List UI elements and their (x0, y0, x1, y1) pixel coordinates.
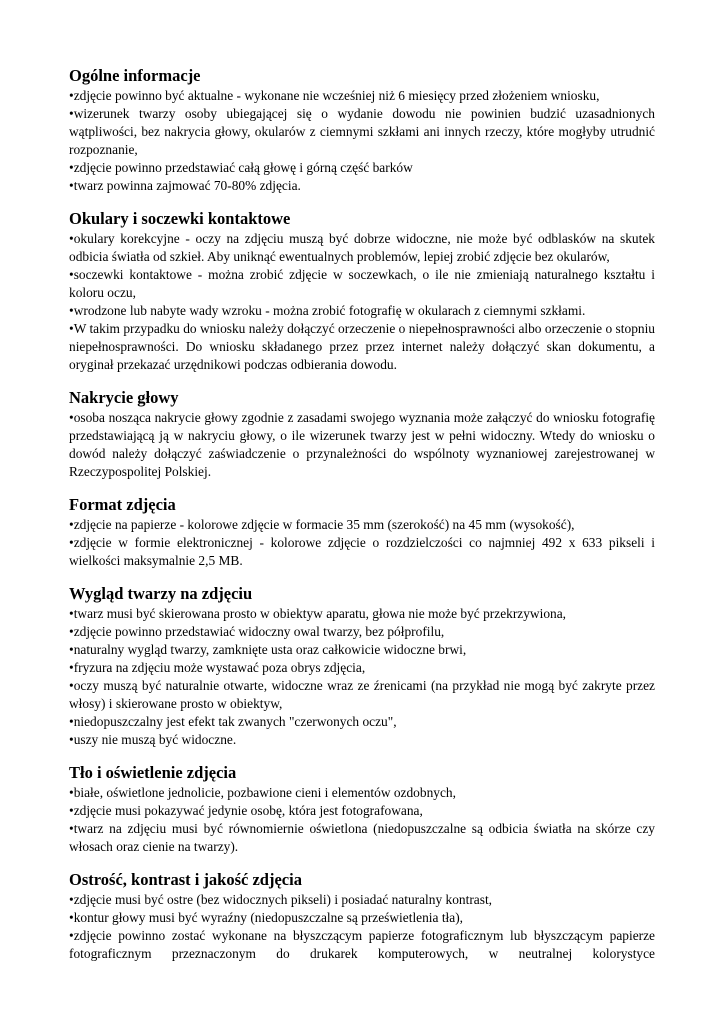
paragraph: •oczy muszą być naturalnie otwarte, widoczne wraz ze źrenicami (na przykład nie mogą być zakryte przez włosy) i skierowane prosto w obiektyw, (69, 678, 655, 711)
paragraph: •okulary korekcyjne - oczy na zdjęciu muszą być dobrze widoczne, nie może być odblasków na skutek odbicia światła od szkieł. Aby uniknąć ewentualnych problemów, lepiej zrobić zdjęcie bez okularów, (69, 231, 655, 264)
paragraph: •kontur głowy musi być wyraźny (niedopuszczalne są prześwietlenia tła), (69, 910, 464, 925)
section-general-info (69, 66, 655, 195)
paragraph: •zdjęcie musi pokazywać jedynie osobę, która jest fotografowana, (69, 803, 423, 818)
paragraph: •zdjęcie na papierze - kolorowe zdjęcie w formacie 35 mm (szerokość) na 45 mm (wysokość), (69, 517, 575, 532)
paragraph: •zdjęcie powinno przedstawiać całą głowę i górną część barków (69, 160, 413, 175)
section-sharpness-quality (69, 870, 655, 963)
section-face-appearance (69, 584, 655, 749)
paragraph: •fryzura na zdjęciu może wystawać poza obrys zdjęcia, (69, 660, 366, 675)
paragraph: •twarz musi być skierowana prosto w obiektyw aparatu, głowa nie może być przekrzywiona, (69, 606, 567, 621)
paragraph: •osoba nosząca nakrycie głowy zgodnie z zasadami swojego wyznania może załączyć do wniosku fotografię przedstawiającą ją w nakryciu głowy, o ile wizerunek twarzy jest w pełni widoczny. Wtedy do wniosku o dowód należy dołączyć zaświadczenie o przynależności do wspólnoty wyznaniowej zarejestrowanej w Rzeczypospolitej Polskiej. (69, 410, 655, 479)
paragraph: •twarz powinna zajmować 70-80% zdjęcia. (69, 178, 301, 193)
paragraph: •zdjęcie musi być ostre (bez widocznych pikseli) i posiadać naturalny kontrast, (69, 892, 493, 907)
section-head-covering (69, 388, 655, 481)
paragraph: •wizerunek twarzy osoby ubiegającej się o wydanie dowodu nie powinien budzić uzasadnionych wątpliwości, bez nakrycia głowy, okularów z ciemnymi szkłami ani innych rzeczy, które mogłyby utrudnić rozpoznanie, (69, 106, 655, 157)
paragraph: •zdjęcie powinno być aktualne - wykonane nie wcześniej niż 6 miesięcy przed złożeniem wniosku, (69, 88, 600, 103)
paragraph: •uszy nie muszą być widoczne. (69, 732, 237, 747)
paragraph: •białe, oświetlone jednolicie, pozbawione cieni i elementów ozdobnych, (69, 785, 456, 800)
paragraph: •twarz na zdjęciu musi być równomiernie oświetlona (niedopuszczalne są odbicia światła na skórze czy włosach oraz cienie na twarzy). (69, 821, 655, 854)
section-heading: Ogólne informacje (69, 66, 201, 85)
section-heading: Tło i oświetlenie zdjęcia (69, 763, 237, 782)
section-background-lighting (69, 763, 655, 856)
paragraph: •zdjęcie w formie elektronicznej - kolorowe zdjęcie o rozdzielczości co najmniej 492 x 633 pikseli i wielkości maksymalnie 2,5 MB. (69, 535, 655, 568)
section-heading: Nakrycie głowy (69, 388, 179, 407)
document-page (69, 66, 655, 977)
section-heading: Wygląd twarzy na zdjęciu (69, 584, 253, 603)
paragraph: •zdjęcie powinno przedstawiać widoczny owal twarzy, bez półprofilu, (69, 624, 445, 639)
paragraph: •soczewki kontaktowe - można zrobić zdjęcie w soczewkach, o ile nie zmieniają naturalnego kształtu i koloru oczu, (69, 267, 655, 300)
paragraph: •naturalny wygląd twarzy, zamknięte usta oraz całkowicie widoczne brwi, (69, 642, 467, 657)
section-heading: Format zdjęcia (69, 495, 176, 514)
paragraph: •wrodzone lub nabyte wady wzroku - można zrobić fotografię w okularach z ciemnymi szkłami. (69, 303, 586, 318)
paragraph: •zdjęcie powinno zostać wykonane na błyszczącym papierze fotograficznym lub błyszczącym papierze fotograficznym przeznaczonym do drukarek komputerowych, w neutralnej kolorystyce (69, 928, 655, 961)
section-heading: Ostrość, kontrast i jakość zdjęcia (69, 870, 302, 889)
section-glasses-contacts (69, 209, 655, 374)
section-heading: Okulary i soczewki kontaktowe (69, 209, 291, 228)
paragraph: •W takim przypadku do wniosku należy dołączyć orzeczenie o niepełnosprawności albo orzeczenie o stopniu niepełnosprawności. Do wniosku składanego przez przez internet należy dołączyć skan dokumentu, a oryginał przekazać urzędnikowi podczas odbierania dowodu. (69, 321, 655, 372)
section-photo-format (69, 495, 655, 570)
paragraph: •niedopuszczalny jest efekt tak zwanych "czerwonych oczu", (69, 714, 397, 729)
